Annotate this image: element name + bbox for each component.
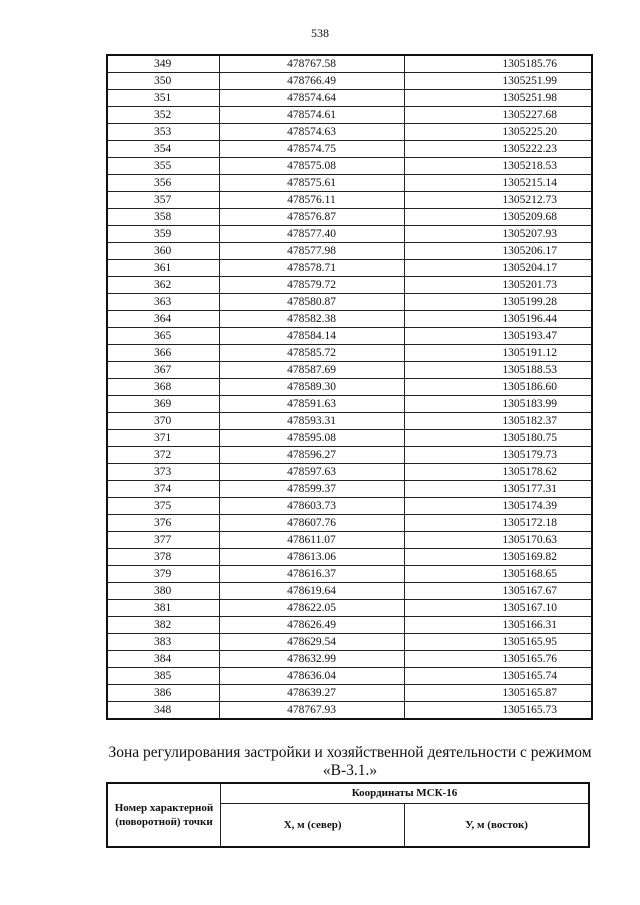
table-row <box>107 90 592 107</box>
y-coordinate-cell: 1305166.31 <box>404 617 592 634</box>
x-coordinate-cell: 478574.61 <box>219 107 404 124</box>
y-coordinate-cell: 1305207.93 <box>404 226 592 243</box>
x-coordinate-cell: 478589.30 <box>219 379 404 396</box>
x-coordinate-cell: 478632.99 <box>219 651 404 668</box>
y-coordinate-cell: 1305169.82 <box>404 549 592 566</box>
y-coordinate-cell: 1305209.68 <box>404 209 592 226</box>
table-row <box>107 413 592 430</box>
table-row <box>107 498 592 515</box>
table-row <box>107 192 592 209</box>
table-row <box>107 175 592 192</box>
table-row <box>107 515 592 532</box>
point-number-cell: 355 <box>107 158 219 175</box>
x-coordinate-cell: 478593.31 <box>219 413 404 430</box>
y-coordinate-cell: 1305170.63 <box>404 532 592 549</box>
point-number-cell: 358 <box>107 209 219 226</box>
y-coordinate-cell: 1305188.53 <box>404 362 592 379</box>
table-row <box>107 532 592 549</box>
table-row <box>107 600 592 617</box>
x-coordinate-cell: 478595.08 <box>219 430 404 447</box>
table-row <box>107 549 592 566</box>
table-row <box>107 702 592 720</box>
x-coordinate-cell: 478585.72 <box>219 345 404 362</box>
table-row <box>107 209 592 226</box>
x-coordinate-cell: 478574.64 <box>219 90 404 107</box>
y-coordinate-cell: 1305180.75 <box>404 430 592 447</box>
x-coordinate-cell: 478584.14 <box>219 328 404 345</box>
x-coordinate-cell: 478613.06 <box>219 549 404 566</box>
y-coordinate-cell: 1305227.68 <box>404 107 592 124</box>
table-row <box>107 55 592 73</box>
point-number-cell: 353 <box>107 124 219 141</box>
y-coordinate-cell: 1305177.31 <box>404 481 592 498</box>
table-row <box>107 668 592 685</box>
y-coordinate-cell: 1305206.17 <box>404 243 592 260</box>
table-row <box>107 566 592 583</box>
x-coordinate-cell: 478767.58 <box>219 55 404 73</box>
x-coordinate-cell: 478580.87 <box>219 294 404 311</box>
y-coordinate-cell: 1305165.76 <box>404 651 592 668</box>
point-number-cell: 373 <box>107 464 219 481</box>
y-coordinate-cell: 1305222.23 <box>404 141 592 158</box>
y-coordinate-cell: 1305204.17 <box>404 260 592 277</box>
table-row <box>107 294 592 311</box>
zone-title: Зона регулирования застройки и хозяйственной деятельности с режимом «В-3.1.» <box>108 744 592 779</box>
table-row <box>107 396 592 413</box>
table-row <box>107 107 592 124</box>
y-coordinate-cell: 1305199.28 <box>404 294 592 311</box>
point-number-cell: 364 <box>107 311 219 328</box>
point-number-cell: 374 <box>107 481 219 498</box>
table-row <box>107 583 592 600</box>
point-number-header: Номер характерной (поворотной) точки <box>107 783 221 847</box>
table-row <box>107 464 592 481</box>
point-number-cell: 357 <box>107 192 219 209</box>
x-coordinate-cell: 478619.64 <box>219 583 404 600</box>
x-coordinate-cell: 478579.72 <box>219 277 404 294</box>
table-row <box>107 226 592 243</box>
y-coordinate-cell: 1305165.87 <box>404 685 592 702</box>
y-coordinate-cell: 1305185.76 <box>404 55 592 73</box>
x-coordinate-cell: 478578.71 <box>219 260 404 277</box>
y-coordinate-cell: 1305225.20 <box>404 124 592 141</box>
point-number-cell: 386 <box>107 685 219 702</box>
point-number-cell: 369 <box>107 396 219 413</box>
table-row <box>107 124 592 141</box>
x-coordinate-cell: 478636.04 <box>219 668 404 685</box>
x-coordinate-cell: 478639.27 <box>219 685 404 702</box>
y-coordinate-cell: 1305196.44 <box>404 311 592 328</box>
table-row <box>107 141 592 158</box>
table-row <box>107 345 592 362</box>
table-row <box>107 158 592 175</box>
table-row <box>107 243 592 260</box>
x-coordinate-cell: 478599.37 <box>219 481 404 498</box>
table-row <box>107 481 592 498</box>
point-number-cell: 383 <box>107 634 219 651</box>
y-coordinate-cell: 1305168.65 <box>404 566 592 583</box>
x-coordinate-cell: 478575.08 <box>219 158 404 175</box>
point-number-cell: 380 <box>107 583 219 600</box>
point-number-cell: 351 <box>107 90 219 107</box>
x-coordinate-cell: 478616.37 <box>219 566 404 583</box>
x-coordinate-cell: 478576.87 <box>219 209 404 226</box>
y-coordinate-cell: 1305251.99 <box>404 73 592 90</box>
x-coordinate-cell: 478611.07 <box>219 532 404 549</box>
table-row <box>107 447 592 464</box>
table-row <box>107 617 592 634</box>
table-row <box>107 328 592 345</box>
coordinates-table <box>106 54 593 720</box>
y-coordinate-cell: 1305191.12 <box>404 345 592 362</box>
table-row <box>107 379 592 396</box>
x-coordinate-cell: 478622.05 <box>219 600 404 617</box>
x-coordinate-cell: 478597.63 <box>219 464 404 481</box>
y-coordinate-cell: 1305251.98 <box>404 90 592 107</box>
x-coordinate-cell: 478577.98 <box>219 243 404 260</box>
table-row <box>107 311 592 328</box>
point-number-cell: 350 <box>107 73 219 90</box>
x-coordinate-cell: 478582.38 <box>219 311 404 328</box>
x-coordinate-cell: 478596.27 <box>219 447 404 464</box>
point-number-cell: 348 <box>107 702 219 720</box>
y-coordinate-cell: 1305165.73 <box>404 702 592 720</box>
point-number-cell: 384 <box>107 651 219 668</box>
y-coordinate-cell: 1305201.73 <box>404 277 592 294</box>
x-coordinate-cell: 478587.69 <box>219 362 404 379</box>
table-row <box>107 260 592 277</box>
table-row <box>107 73 592 90</box>
x-coordinate-cell: 478574.75 <box>219 141 404 158</box>
point-number-cell: 372 <box>107 447 219 464</box>
y-coordinate-cell: 1305186.60 <box>404 379 592 396</box>
zone-header-table <box>106 782 590 848</box>
table-row <box>107 362 592 379</box>
y-coordinate-cell: 1305172.18 <box>404 515 592 532</box>
x-coordinate-header: X, м (север) <box>221 803 405 847</box>
table-row <box>107 651 592 668</box>
x-coordinate-cell: 478766.49 <box>219 73 404 90</box>
x-coordinate-cell: 478767.93 <box>219 702 404 720</box>
point-number-cell: 376 <box>107 515 219 532</box>
y-coordinate-cell: 1305178.62 <box>404 464 592 481</box>
point-number-cell: 359 <box>107 226 219 243</box>
point-number-cell: 375 <box>107 498 219 515</box>
point-number-cell: 367 <box>107 362 219 379</box>
y-coordinate-cell: 1305167.10 <box>404 600 592 617</box>
x-coordinate-cell: 478576.11 <box>219 192 404 209</box>
y-coordinate-cell: 1305215.14 <box>404 175 592 192</box>
point-number-cell: 362 <box>107 277 219 294</box>
table-row <box>107 430 592 447</box>
point-number-cell: 349 <box>107 55 219 73</box>
point-number-cell: 378 <box>107 549 219 566</box>
y-coordinate-cell: 1305174.39 <box>404 498 592 515</box>
x-coordinate-cell: 478607.76 <box>219 515 404 532</box>
point-number-cell: 361 <box>107 260 219 277</box>
point-number-cell: 363 <box>107 294 219 311</box>
point-number-cell: 371 <box>107 430 219 447</box>
x-coordinate-cell: 478575.61 <box>219 175 404 192</box>
header-row-top <box>107 783 589 803</box>
x-coordinate-cell: 478629.54 <box>219 634 404 651</box>
point-number-cell: 379 <box>107 566 219 583</box>
y-coordinate-header: У, м (восток) <box>405 803 589 847</box>
table-row <box>107 634 592 651</box>
point-number-cell: 385 <box>107 668 219 685</box>
y-coordinate-cell: 1305183.99 <box>404 396 592 413</box>
y-coordinate-cell: 1305193.47 <box>404 328 592 345</box>
point-number-cell: 370 <box>107 413 219 430</box>
table-row <box>107 685 592 702</box>
point-number-cell: 365 <box>107 328 219 345</box>
point-number-cell: 360 <box>107 243 219 260</box>
point-number-cell: 352 <box>107 107 219 124</box>
coordinates-header: Координаты МСК-16 <box>221 783 590 803</box>
x-coordinate-cell: 478591.63 <box>219 396 404 413</box>
x-coordinate-cell: 478574.63 <box>219 124 404 141</box>
y-coordinate-cell: 1305165.74 <box>404 668 592 685</box>
point-number-cell: 366 <box>107 345 219 362</box>
point-number-cell: 356 <box>107 175 219 192</box>
coordinates-table-body <box>107 55 592 719</box>
y-coordinate-cell: 1305179.73 <box>404 447 592 464</box>
y-coordinate-cell: 1305218.53 <box>404 158 592 175</box>
point-number-cell: 377 <box>107 532 219 549</box>
point-number-cell: 354 <box>107 141 219 158</box>
page-number: 538 <box>311 26 329 40</box>
x-coordinate-cell: 478577.40 <box>219 226 404 243</box>
x-coordinate-cell: 478603.73 <box>219 498 404 515</box>
y-coordinate-cell: 1305167.67 <box>404 583 592 600</box>
y-coordinate-cell: 1305212.73 <box>404 192 592 209</box>
x-coordinate-cell: 478626.49 <box>219 617 404 634</box>
y-coordinate-cell: 1305182.37 <box>404 413 592 430</box>
point-number-cell: 368 <box>107 379 219 396</box>
y-coordinate-cell: 1305165.95 <box>404 634 592 651</box>
point-number-cell: 382 <box>107 617 219 634</box>
table-row <box>107 277 592 294</box>
point-number-cell: 381 <box>107 600 219 617</box>
